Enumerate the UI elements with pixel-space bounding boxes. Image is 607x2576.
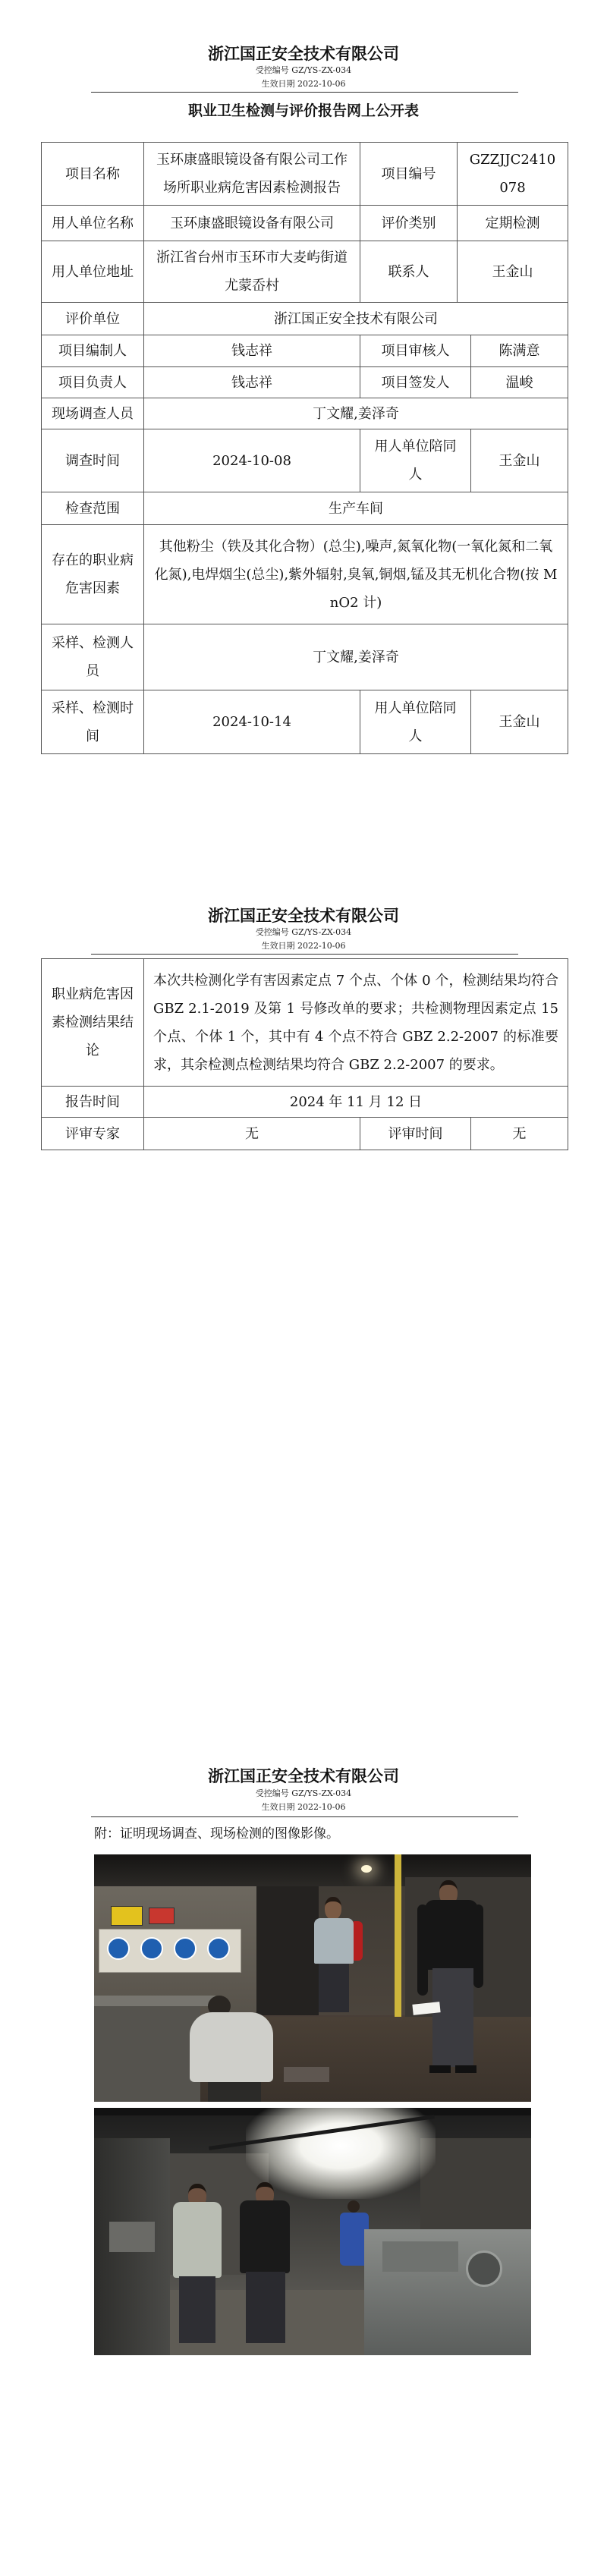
table-row xyxy=(42,429,568,492)
lathe-chuck xyxy=(466,2250,502,2287)
scope-value: 生产车间 xyxy=(144,492,568,525)
company-name: 浙江国正安全技术有限公司 xyxy=(208,1766,399,1785)
mandatory-sign-icon xyxy=(107,1937,130,1960)
person-shirt xyxy=(425,1900,478,1970)
table-row xyxy=(42,303,568,335)
table-row xyxy=(42,690,568,754)
sampling-escort-label: 用人单位陪同人 xyxy=(360,690,471,754)
person-jacket xyxy=(173,2202,222,2278)
mandatory-sign-icon xyxy=(140,1937,163,1960)
effective-date: 生效日期 2022-10-06 xyxy=(261,79,346,89)
person-trousers xyxy=(432,1968,473,2067)
table-row xyxy=(42,143,568,206)
compiler-label: 项目编制人 xyxy=(42,335,144,367)
review-date-label: 评审时间 xyxy=(360,1118,471,1150)
reviewer-value: 陈满意 xyxy=(471,335,568,367)
table-row xyxy=(42,398,568,429)
person-head xyxy=(348,2200,360,2213)
employer-address-value: 浙江省台州市玉环市大麦屿街道尤蒙岙村 xyxy=(144,241,360,303)
reviewer-label: 项目审核人 xyxy=(360,335,471,367)
table-row xyxy=(42,525,568,624)
contact-value: 王金山 xyxy=(458,241,568,303)
disclosure-table xyxy=(41,142,568,754)
effective-date: 生效日期 2022-10-06 xyxy=(261,941,346,951)
leader-label: 项目负责人 xyxy=(42,367,144,398)
conclusion-value: 本次共检测化学有害因素定点 7 个点、个体 0 个，检测结果均符合 GBZ 2.1-2019 及第 1 号修改单的要求；共检测物理因素定点 15 个点、个体 1 个，其中有 4 个点不符合 GBZ 2.2-2007 的标准要求，其余检测点检测结果均符合 GBZ 2.2-2007 的要求。 xyxy=(144,959,568,1087)
table-row xyxy=(42,367,568,398)
sampling-staff-value: 丁文耀,姜泽奇 xyxy=(144,624,568,690)
compiler-value: 钱志祥 xyxy=(144,335,360,367)
project-no-label: 项目编号 xyxy=(360,143,458,206)
lathe-carriage xyxy=(382,2241,458,2272)
survey-staff-label: 现场调查人员 xyxy=(42,398,144,429)
survey-date-value: 2024-10-08 xyxy=(144,429,360,492)
review-date-value: 无 xyxy=(471,1118,568,1150)
hazards-label: 存在的职业病危害因素 xyxy=(42,525,144,624)
sampling-staff-label: 采样、检测人员 xyxy=(42,624,144,690)
control-number: 受控编号 GZ/YS-ZX-034 xyxy=(255,1788,352,1798)
warning-sign xyxy=(111,1906,143,1926)
person-trousers xyxy=(246,2272,285,2343)
ceiling-lamp xyxy=(361,1865,372,1873)
mandatory-sign-icon xyxy=(207,1937,230,1960)
employer-address-label: 用人单位地址 xyxy=(42,241,144,303)
prohibition-sign xyxy=(149,1908,175,1924)
safety-sign-board xyxy=(99,1929,241,1973)
evaluation-type-value: 定期检测 xyxy=(458,206,568,241)
survey-staff-value: 丁文耀,姜泽奇 xyxy=(144,398,568,429)
header-rule xyxy=(91,92,518,93)
table-row xyxy=(42,1087,568,1118)
person-shirt xyxy=(314,1918,354,1964)
attachment-caption: 附：证明现场调查、现场检测的图像影像。 xyxy=(94,1826,339,1842)
conclusion-label: 职业病危害因素检测结果结论 xyxy=(42,959,144,1087)
person-shoe xyxy=(455,2065,476,2073)
evaluation-type-label: 评价类别 xyxy=(360,206,458,241)
machine-part xyxy=(109,2222,155,2252)
leader-value: 钱志祥 xyxy=(144,367,360,398)
person-shirt xyxy=(240,2200,290,2273)
evaluator-label: 评价单位 xyxy=(42,303,144,335)
survey-escort-label: 用人单位陪同人 xyxy=(360,429,471,492)
project-no-value: GZZJJC2410078 xyxy=(458,143,568,206)
survey-escort-value: 王金山 xyxy=(471,429,568,492)
table-row xyxy=(42,492,568,525)
machine-table xyxy=(94,1996,215,2006)
site-testing-photo xyxy=(94,2108,531,2355)
effective-date: 生效日期 2022-10-06 xyxy=(261,1802,346,1812)
floor-debris xyxy=(284,2067,329,2082)
scope-label: 检查范围 xyxy=(42,492,144,525)
company-name: 浙江国正安全技术有限公司 xyxy=(208,906,399,925)
table-row xyxy=(42,241,568,303)
control-number: 受控编号 GZ/YS-ZX-034 xyxy=(255,65,352,75)
sampling-date-value: 2024-10-14 xyxy=(144,690,360,754)
table-row xyxy=(42,206,568,241)
employer-name-value: 玉环康盛眼镜设备有限公司 xyxy=(144,206,360,241)
issuer-label: 项目签发人 xyxy=(360,367,471,398)
sampling-date-label: 采样、检测时间 xyxy=(42,690,144,754)
review-expert-label: 评审专家 xyxy=(42,1118,144,1150)
person-trousers xyxy=(319,1964,349,2012)
person-head xyxy=(325,1897,341,1920)
project-name-label: 项目名称 xyxy=(42,143,144,206)
hazards-value: 其他粉尘（铁及其化合物）(总尘),噪声,氮氧化物(一氧化氮和二氧化氮),电焊烟尘(总尘),紫外辐射,臭氧,铜烟,锰及其无机化合物(按 MnO2 计) xyxy=(144,525,568,624)
page-title: 职业卫生检测与评价报告网上公开表 xyxy=(187,102,419,119)
person-shoe xyxy=(429,2065,451,2073)
issuer-value: 温峻 xyxy=(471,367,568,398)
contact-label: 联系人 xyxy=(360,241,458,303)
company-name: 浙江国正安全技术有限公司 xyxy=(208,44,399,63)
control-number: 受控编号 GZ/YS-ZX-034 xyxy=(255,927,352,937)
evaluator-value: 浙江国正安全技术有限公司 xyxy=(144,303,568,335)
survey-date-label: 调查时间 xyxy=(42,429,144,492)
machine xyxy=(94,2006,200,2102)
yellow-pole xyxy=(395,1854,401,2017)
employer-name-label: 用人单位名称 xyxy=(42,206,144,241)
table-row xyxy=(42,959,568,1087)
person-shirt xyxy=(190,2012,273,2082)
report-date-label: 报告时间 xyxy=(42,1087,144,1118)
table-row xyxy=(42,335,568,367)
table-row xyxy=(42,624,568,690)
sampling-escort-value: 王金山 xyxy=(471,690,568,754)
project-name-value: 玉环康盛眼镜设备有限公司工作场所职业病危害因素检测报告 xyxy=(144,143,360,206)
person-trousers xyxy=(179,2276,215,2343)
table-row xyxy=(42,1118,568,1150)
mandatory-sign-icon xyxy=(174,1937,197,1960)
disclosure-table-continued xyxy=(41,958,568,1150)
header-rule xyxy=(91,954,518,955)
header-rule xyxy=(91,1816,518,1817)
site-survey-photo xyxy=(94,1854,531,2102)
stool xyxy=(208,2082,261,2102)
report-date-value: 2024 年 11 月 12 日 xyxy=(144,1087,568,1118)
review-expert-value: 无 xyxy=(144,1118,360,1150)
doorway xyxy=(256,1886,319,2015)
